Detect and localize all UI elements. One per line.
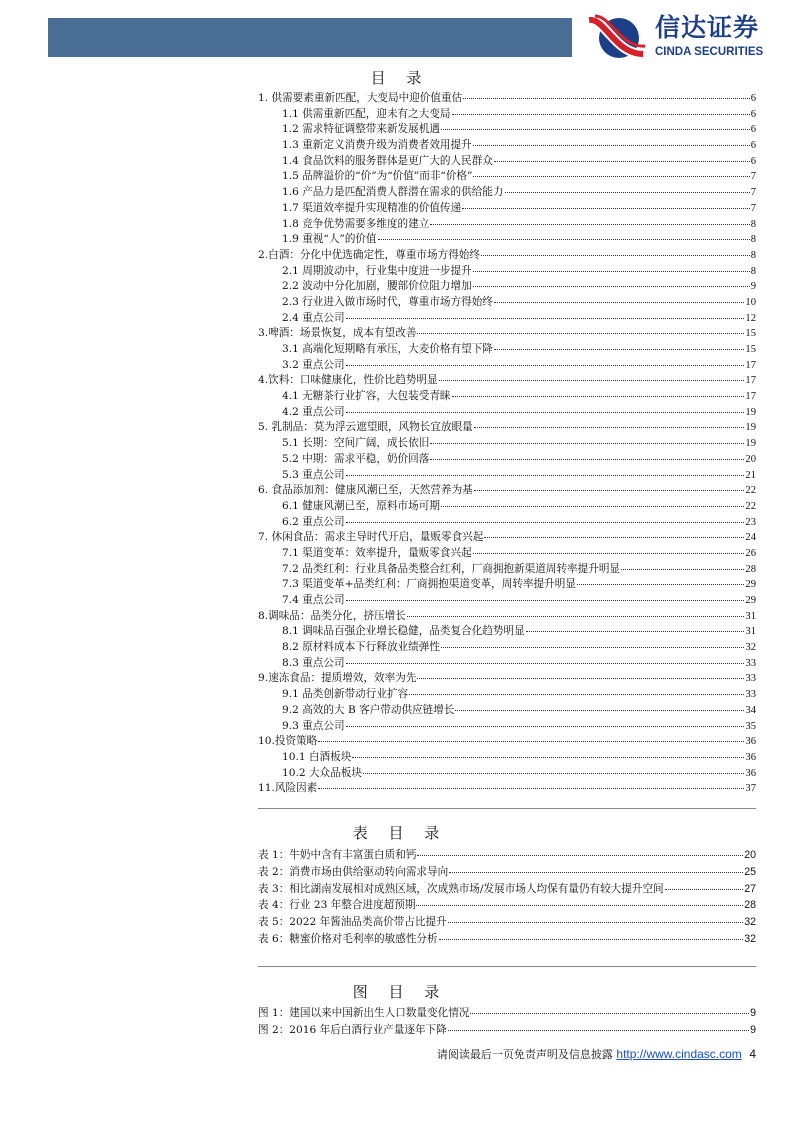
entry-label[interactable]: 1.2 需求特征调整带来新发展机遇 bbox=[282, 123, 440, 136]
entry-label[interactable]: 4.2 重点公司 bbox=[282, 405, 345, 418]
entry-page-number[interactable]: 27 bbox=[744, 882, 756, 895]
entry-label[interactable]: 表 5：2022 年酱油品类高价带占比提升 bbox=[258, 916, 447, 929]
entry-label[interactable]: 5.3 重点公司 bbox=[282, 468, 345, 481]
entry-page-number[interactable]: 17 bbox=[745, 391, 756, 403]
leader-dots bbox=[407, 616, 745, 617]
toc-entry[interactable] bbox=[258, 232, 756, 248]
table-list-entry[interactable] bbox=[258, 932, 756, 949]
toc-entry[interactable] bbox=[258, 609, 756, 625]
entry-page-number[interactable]: 12 bbox=[745, 312, 756, 324]
toc-entry[interactable] bbox=[258, 499, 756, 515]
entry-label[interactable]: 6. 食品添加剂：健康风潮已至，天然营养为基 bbox=[258, 484, 473, 497]
leader-dots bbox=[346, 475, 745, 476]
figures-title: 图 目 录 bbox=[352, 983, 448, 1001]
toc-entry[interactable] bbox=[258, 107, 756, 123]
entry-page-number[interactable]: 33 bbox=[745, 657, 756, 669]
leader-dots bbox=[452, 114, 750, 115]
leader-dots bbox=[474, 427, 745, 428]
entry-page-number[interactable]: 22 bbox=[745, 485, 756, 497]
entry-page-number[interactable]: 33 bbox=[745, 689, 756, 701]
brand-name-en: CINDA SECURITIES bbox=[655, 46, 764, 58]
leader-dots bbox=[462, 208, 750, 209]
toc-entry[interactable] bbox=[258, 562, 756, 578]
entry-page-number[interactable]: 24 bbox=[745, 532, 756, 544]
entry-label[interactable]: 2.4 重点公司 bbox=[282, 311, 345, 324]
entry-label[interactable]: 表 1：牛奶中含有丰富蛋白质和钙 bbox=[258, 849, 417, 861]
list-of-figures bbox=[258, 1006, 756, 1040]
page-number: 4 bbox=[749, 1047, 756, 1061]
entry-page-number[interactable]: 36 bbox=[745, 767, 756, 779]
toc-entry[interactable] bbox=[258, 781, 756, 797]
entry-label[interactable]: 2.3 行业进入做市场时代，尊重市场方得始终 bbox=[282, 295, 493, 308]
leader-dots bbox=[455, 710, 744, 711]
logo-emblem-icon bbox=[585, 14, 647, 60]
leader-dots bbox=[473, 176, 749, 177]
entry-page-number[interactable]: 7 bbox=[750, 202, 756, 214]
entry-label[interactable]: 1.3 重新定义消费升级为消费者效用提升 bbox=[282, 139, 472, 152]
leader-dots bbox=[346, 522, 745, 523]
table-list-entry[interactable] bbox=[258, 898, 756, 915]
tables-title: 表 目 录 bbox=[352, 824, 448, 842]
leader-dots bbox=[473, 286, 750, 287]
entry-page-number[interactable]: 19 bbox=[745, 406, 756, 418]
leader-dots bbox=[441, 129, 750, 130]
toc-entry[interactable] bbox=[258, 515, 756, 531]
toc-entry[interactable] bbox=[258, 295, 756, 311]
entry-page-number[interactable]: 6 bbox=[750, 93, 756, 104]
figure-list-entry[interactable] bbox=[258, 1006, 756, 1023]
entry-page-number[interactable]: 32 bbox=[744, 916, 756, 929]
entry-page-number[interactable]: 31 bbox=[745, 626, 756, 638]
leader-dots bbox=[346, 318, 745, 319]
entry-page-number[interactable]: 28 bbox=[744, 899, 756, 912]
entry-page-number[interactable]: 9 bbox=[750, 1023, 756, 1036]
entry-label[interactable]: 10.1 白酒板块 bbox=[282, 750, 352, 763]
table-list-entry[interactable] bbox=[258, 882, 756, 899]
entry-page-number[interactable]: 17 bbox=[745, 375, 756, 387]
entry-label[interactable]: 1.8 竞争优势需要多维度的建立 bbox=[282, 217, 430, 230]
toc-entry[interactable] bbox=[258, 436, 756, 452]
toc-entry[interactable] bbox=[258, 483, 756, 499]
entry-page-number[interactable]: 7 bbox=[750, 171, 756, 183]
entry-label[interactable]: 5.2 中期：需求平稳，奶价回落 bbox=[282, 452, 430, 465]
entry-label[interactable]: 9.速冻食品：提质增效，效率为先 bbox=[258, 672, 417, 685]
entry-page-number[interactable]: 29 bbox=[745, 595, 756, 606]
leader-dots bbox=[463, 98, 750, 99]
toc-entry[interactable] bbox=[258, 624, 756, 640]
entry-label[interactable]: 表 4：行业 23 年整合进度超预期 bbox=[258, 899, 416, 912]
toc-entry[interactable] bbox=[258, 468, 756, 484]
leader-dots bbox=[417, 855, 743, 856]
toc-entry[interactable] bbox=[258, 389, 756, 405]
figure-list-entry[interactable] bbox=[258, 1023, 756, 1040]
entry-label[interactable]: 图 2：2016 年后白酒行业产量逐年下降 bbox=[258, 1023, 447, 1036]
entry-page-number[interactable]: 23 bbox=[745, 516, 756, 528]
leader-dots bbox=[494, 302, 745, 303]
divider bbox=[258, 808, 756, 809]
entry-page-number[interactable]: 22 bbox=[745, 500, 756, 512]
entry-label[interactable]: 图 1：建国以来中国新出生人口数量变化情况 bbox=[258, 1007, 470, 1019]
toc-entry[interactable] bbox=[258, 750, 756, 766]
entry-label[interactable]: 2.1 周期波动中，行业集中度进一步提升 bbox=[282, 264, 472, 277]
entry-page-number[interactable]: 9 bbox=[750, 281, 756, 293]
toc-entry[interactable] bbox=[258, 452, 756, 468]
footer bbox=[437, 1047, 756, 1062]
leader-dots bbox=[439, 939, 744, 940]
entry-label[interactable]: 表 3：相比湖南发展相对成熟区域，次成熟市场/发展市场人均保有量仍有较大提升空间 bbox=[258, 882, 664, 895]
entry-page-number[interactable]: 19 bbox=[745, 422, 756, 434]
toc-entry[interactable] bbox=[258, 577, 756, 593]
entry-page-number[interactable]: 6 bbox=[750, 155, 756, 167]
toc-entry[interactable] bbox=[258, 279, 756, 295]
table-list-entry[interactable] bbox=[258, 848, 756, 865]
website-link[interactable]: http://www.cindasc.com bbox=[616, 1047, 742, 1061]
entry-label[interactable]: 4.1 无糖茶行业扩容，大包装受青睐 bbox=[282, 390, 451, 403]
divider bbox=[258, 966, 756, 967]
entry-label[interactable]: 7.4 重点公司 bbox=[282, 594, 345, 606]
entry-label[interactable]: 8.1 调味品百强企业增长稳健，品类复合化趋势明显 bbox=[282, 625, 525, 638]
entry-page-number[interactable]: 19 bbox=[745, 438, 756, 450]
leader-dots bbox=[494, 161, 750, 162]
entry-label[interactable]: 2.白酒：分化中优选确定性，尊重市场方得始终 bbox=[258, 248, 480, 261]
toc-entry[interactable] bbox=[258, 154, 756, 170]
leader-dots bbox=[346, 726, 745, 727]
entry-label[interactable]: 8.调味品：品类分化，挤压增长 bbox=[258, 609, 406, 622]
entry-label[interactable]: 1. 供需要素重新匹配，大变局中迎价值重估 bbox=[258, 92, 463, 104]
leader-dots bbox=[430, 224, 749, 225]
toc-entry[interactable] bbox=[258, 405, 756, 421]
entry-label[interactable]: 1.1 供需重新匹配，迎未有之大变局 bbox=[282, 107, 451, 120]
toc-entry[interactable] bbox=[258, 640, 756, 656]
leader-dots bbox=[346, 365, 745, 366]
entry-page-number[interactable]: 25 bbox=[744, 865, 756, 878]
toc-entry[interactable] bbox=[258, 373, 756, 389]
entry-label[interactable]: 1.7 渠道效率提升实现精准的价值传递 bbox=[282, 201, 462, 214]
entry-label[interactable]: 表 6：糖蜜价格对毛利率的敏感性分析 bbox=[258, 932, 438, 945]
header-bar bbox=[48, 18, 572, 57]
entry-page-number[interactable]: 15 bbox=[745, 344, 756, 355]
entry-label[interactable]: 9.1 品类创新带动行业扩容 bbox=[282, 688, 409, 701]
toc-entry[interactable] bbox=[258, 91, 756, 107]
entry-label[interactable]: 9.3 重点公司 bbox=[282, 719, 345, 732]
leader-dots bbox=[363, 773, 744, 774]
entry-label[interactable]: 4.饮料：口味健康化，性价比趋势明显 bbox=[258, 374, 438, 387]
entry-label[interactable]: 7.3 渠道变革+品类红利：厂商拥抱渠道变革，周转率提升明显 bbox=[282, 578, 576, 591]
leader-dots bbox=[577, 584, 744, 585]
entry-label[interactable]: 6.1 健康风潮已至，原料市场可期 bbox=[282, 499, 440, 512]
leader-dots bbox=[346, 412, 745, 413]
cinda-logo bbox=[585, 14, 785, 60]
toc-entry[interactable] bbox=[258, 217, 756, 233]
disclaimer-text: 请阅读最后一页免责声明及信息披露 bbox=[436, 1048, 613, 1061]
toc-entry[interactable] bbox=[258, 342, 756, 358]
entry-page-number[interactable]: 15 bbox=[745, 328, 756, 340]
entry-label[interactable]: 6.2 重点公司 bbox=[282, 515, 345, 528]
entry-page-number[interactable]: 33 bbox=[745, 673, 756, 685]
entry-label[interactable]: 5.1 长期：空间广阔，成长依旧 bbox=[282, 437, 430, 450]
entry-page-number[interactable]: 37 bbox=[745, 783, 756, 795]
leader-dots bbox=[378, 239, 750, 240]
entry-page-number[interactable]: 35 bbox=[745, 720, 756, 732]
toc-entry[interactable] bbox=[258, 671, 756, 687]
entry-label[interactable]: 9.2 高效的大 B 客户带动供应链增长 bbox=[282, 703, 455, 716]
entry-page-number[interactable]: 8 bbox=[750, 265, 756, 277]
entry-page-number[interactable]: 8 bbox=[750, 218, 756, 230]
entry-page-number[interactable]: 26 bbox=[745, 547, 756, 559]
entry-label[interactable]: 7.2 品类红利：行业具备品类整合红利，厂商拥抱新渠道周转率提升明显 bbox=[282, 562, 621, 575]
toc-entry[interactable] bbox=[258, 122, 756, 138]
leader-dots bbox=[441, 506, 744, 507]
leader-dots bbox=[416, 905, 743, 906]
entry-page-number[interactable]: 20 bbox=[745, 453, 756, 465]
toc-entry[interactable] bbox=[258, 358, 756, 374]
toc-entry[interactable] bbox=[258, 169, 756, 185]
leader-dots bbox=[409, 694, 744, 695]
entry-page-number[interactable]: 8 bbox=[750, 249, 756, 261]
toc-entry[interactable] bbox=[258, 264, 756, 280]
entry-page-number[interactable]: 8 bbox=[750, 234, 756, 246]
entry-page-number[interactable]: 28 bbox=[745, 563, 756, 575]
leader-dots bbox=[526, 631, 745, 632]
entry-page-number[interactable]: 29 bbox=[745, 579, 756, 591]
toc-entry[interactable] bbox=[258, 546, 756, 562]
entry-label[interactable]: 7.1 渠道变革：效率提升，量贩零食兴起 bbox=[282, 546, 472, 559]
entry-label[interactable]: 2.2 波动中分化加剧，腰部价位阻力增加 bbox=[282, 280, 472, 293]
entry-page-number[interactable]: 6 bbox=[750, 108, 756, 120]
toc-entry[interactable] bbox=[258, 734, 756, 750]
leader-dots bbox=[417, 333, 744, 334]
toc-entry[interactable] bbox=[258, 530, 756, 546]
leader-dots bbox=[352, 757, 744, 758]
entry-label[interactable]: 1.6 产品力是匹配消费人群潜在需求的供给能力 bbox=[282, 186, 504, 199]
entry-page-number[interactable]: 36 bbox=[745, 736, 756, 748]
toc-entry[interactable] bbox=[258, 185, 756, 201]
entry-page-number[interactable]: 21 bbox=[745, 469, 756, 481]
leader-dots bbox=[448, 1030, 749, 1031]
entry-page-number[interactable]: 31 bbox=[745, 610, 756, 622]
toc-entry[interactable] bbox=[258, 138, 756, 154]
entry-label[interactable]: 10.投资策略 bbox=[258, 735, 318, 748]
entry-label[interactable]: 3.1 高端化短期略有承压，大麦价格有望下降 bbox=[282, 343, 493, 355]
entry-page-number[interactable]: 36 bbox=[745, 751, 756, 763]
leader-dots bbox=[665, 889, 744, 890]
entry-label[interactable]: 7. 休闲食品：需求主导时代开启，量贩零食兴起 bbox=[258, 531, 484, 544]
leader-dots bbox=[481, 255, 750, 256]
toc-entry[interactable] bbox=[258, 420, 756, 436]
leader-dots bbox=[346, 600, 745, 601]
leader-dots bbox=[430, 443, 744, 444]
leader-dots bbox=[417, 678, 744, 679]
leader-dots bbox=[452, 396, 745, 397]
entry-label[interactable]: 3.2 重点公司 bbox=[282, 358, 345, 371]
entry-label[interactable]: 8.2 原材料成本下行释放业绩弹性 bbox=[282, 641, 440, 654]
entry-label[interactable]: 5. 乳制品：莫为浮云遮望眼，风物长宜放眼量 bbox=[258, 421, 473, 434]
leader-dots bbox=[346, 663, 745, 664]
toc-entry[interactable] bbox=[258, 248, 756, 264]
entry-page-number[interactable]: 10 bbox=[745, 296, 756, 308]
leader-dots bbox=[505, 192, 750, 193]
entry-page-number[interactable]: 6 bbox=[750, 124, 756, 136]
leader-dots bbox=[484, 537, 744, 538]
toc-entry[interactable] bbox=[258, 326, 756, 342]
leader-dots bbox=[473, 145, 750, 146]
entry-label[interactable]: 表 2：消费市场由供给驱动转向需求导向 bbox=[258, 865, 449, 878]
entry-page-number[interactable]: 9 bbox=[750, 1007, 756, 1019]
toc-entry[interactable] bbox=[258, 766, 756, 782]
leader-dots bbox=[621, 569, 744, 570]
entry-page-number[interactable]: 32 bbox=[745, 642, 756, 654]
entry-label[interactable]: 1.9 重视“人”的价值 bbox=[282, 233, 377, 246]
toc-entry[interactable] bbox=[258, 311, 756, 327]
toc-entry[interactable] bbox=[258, 656, 756, 672]
toc-entry[interactable] bbox=[258, 687, 756, 703]
leader-dots bbox=[474, 490, 745, 491]
toc-title: 目 录 bbox=[370, 69, 430, 87]
entry-page-number[interactable]: 32 bbox=[744, 932, 756, 945]
entry-page-number[interactable]: 20 bbox=[744, 849, 756, 861]
entry-page-number[interactable]: 17 bbox=[745, 359, 756, 371]
brand-name-cn: 信达证券 bbox=[655, 13, 760, 42]
leader-dots bbox=[448, 922, 743, 923]
leader-dots bbox=[473, 553, 745, 554]
entry-label[interactable]: 11.风险因素 bbox=[258, 782, 318, 795]
entry-page-number[interactable]: 7 bbox=[750, 187, 756, 199]
toc-entry[interactable] bbox=[258, 201, 756, 217]
entry-label[interactable]: 8.3 重点公司 bbox=[282, 656, 345, 669]
leader-dots bbox=[318, 788, 744, 789]
entry-label[interactable]: 1.5 品牌溢价的“价”为“价值”而非“价格” bbox=[282, 170, 473, 183]
table-list-entry[interactable] bbox=[258, 865, 756, 882]
leader-dots bbox=[318, 741, 744, 742]
list-of-tables bbox=[258, 848, 756, 949]
toc-entry[interactable] bbox=[258, 719, 756, 735]
table-of-contents bbox=[258, 91, 756, 797]
leader-dots bbox=[473, 271, 750, 272]
entry-label[interactable]: 10.2 大众品板块 bbox=[282, 766, 362, 779]
leader-dots bbox=[439, 380, 745, 381]
leader-dots bbox=[441, 647, 744, 648]
toc-entry[interactable] bbox=[258, 703, 756, 719]
entry-page-number[interactable]: 6 bbox=[750, 140, 756, 152]
leader-dots bbox=[494, 349, 745, 350]
leader-dots bbox=[449, 872, 743, 873]
entry-label[interactable]: 1.4 食品饮料的服务群体是更广大的人民群众 bbox=[282, 154, 493, 167]
leader-dots bbox=[470, 1013, 749, 1014]
toc-entry[interactable] bbox=[258, 593, 756, 609]
table-list-entry[interactable] bbox=[258, 915, 756, 932]
entry-label[interactable]: 3.啤酒：场景恢复，成本有望改善 bbox=[258, 327, 417, 340]
entry-page-number[interactable]: 34 bbox=[745, 704, 756, 716]
leader-dots bbox=[430, 459, 744, 460]
